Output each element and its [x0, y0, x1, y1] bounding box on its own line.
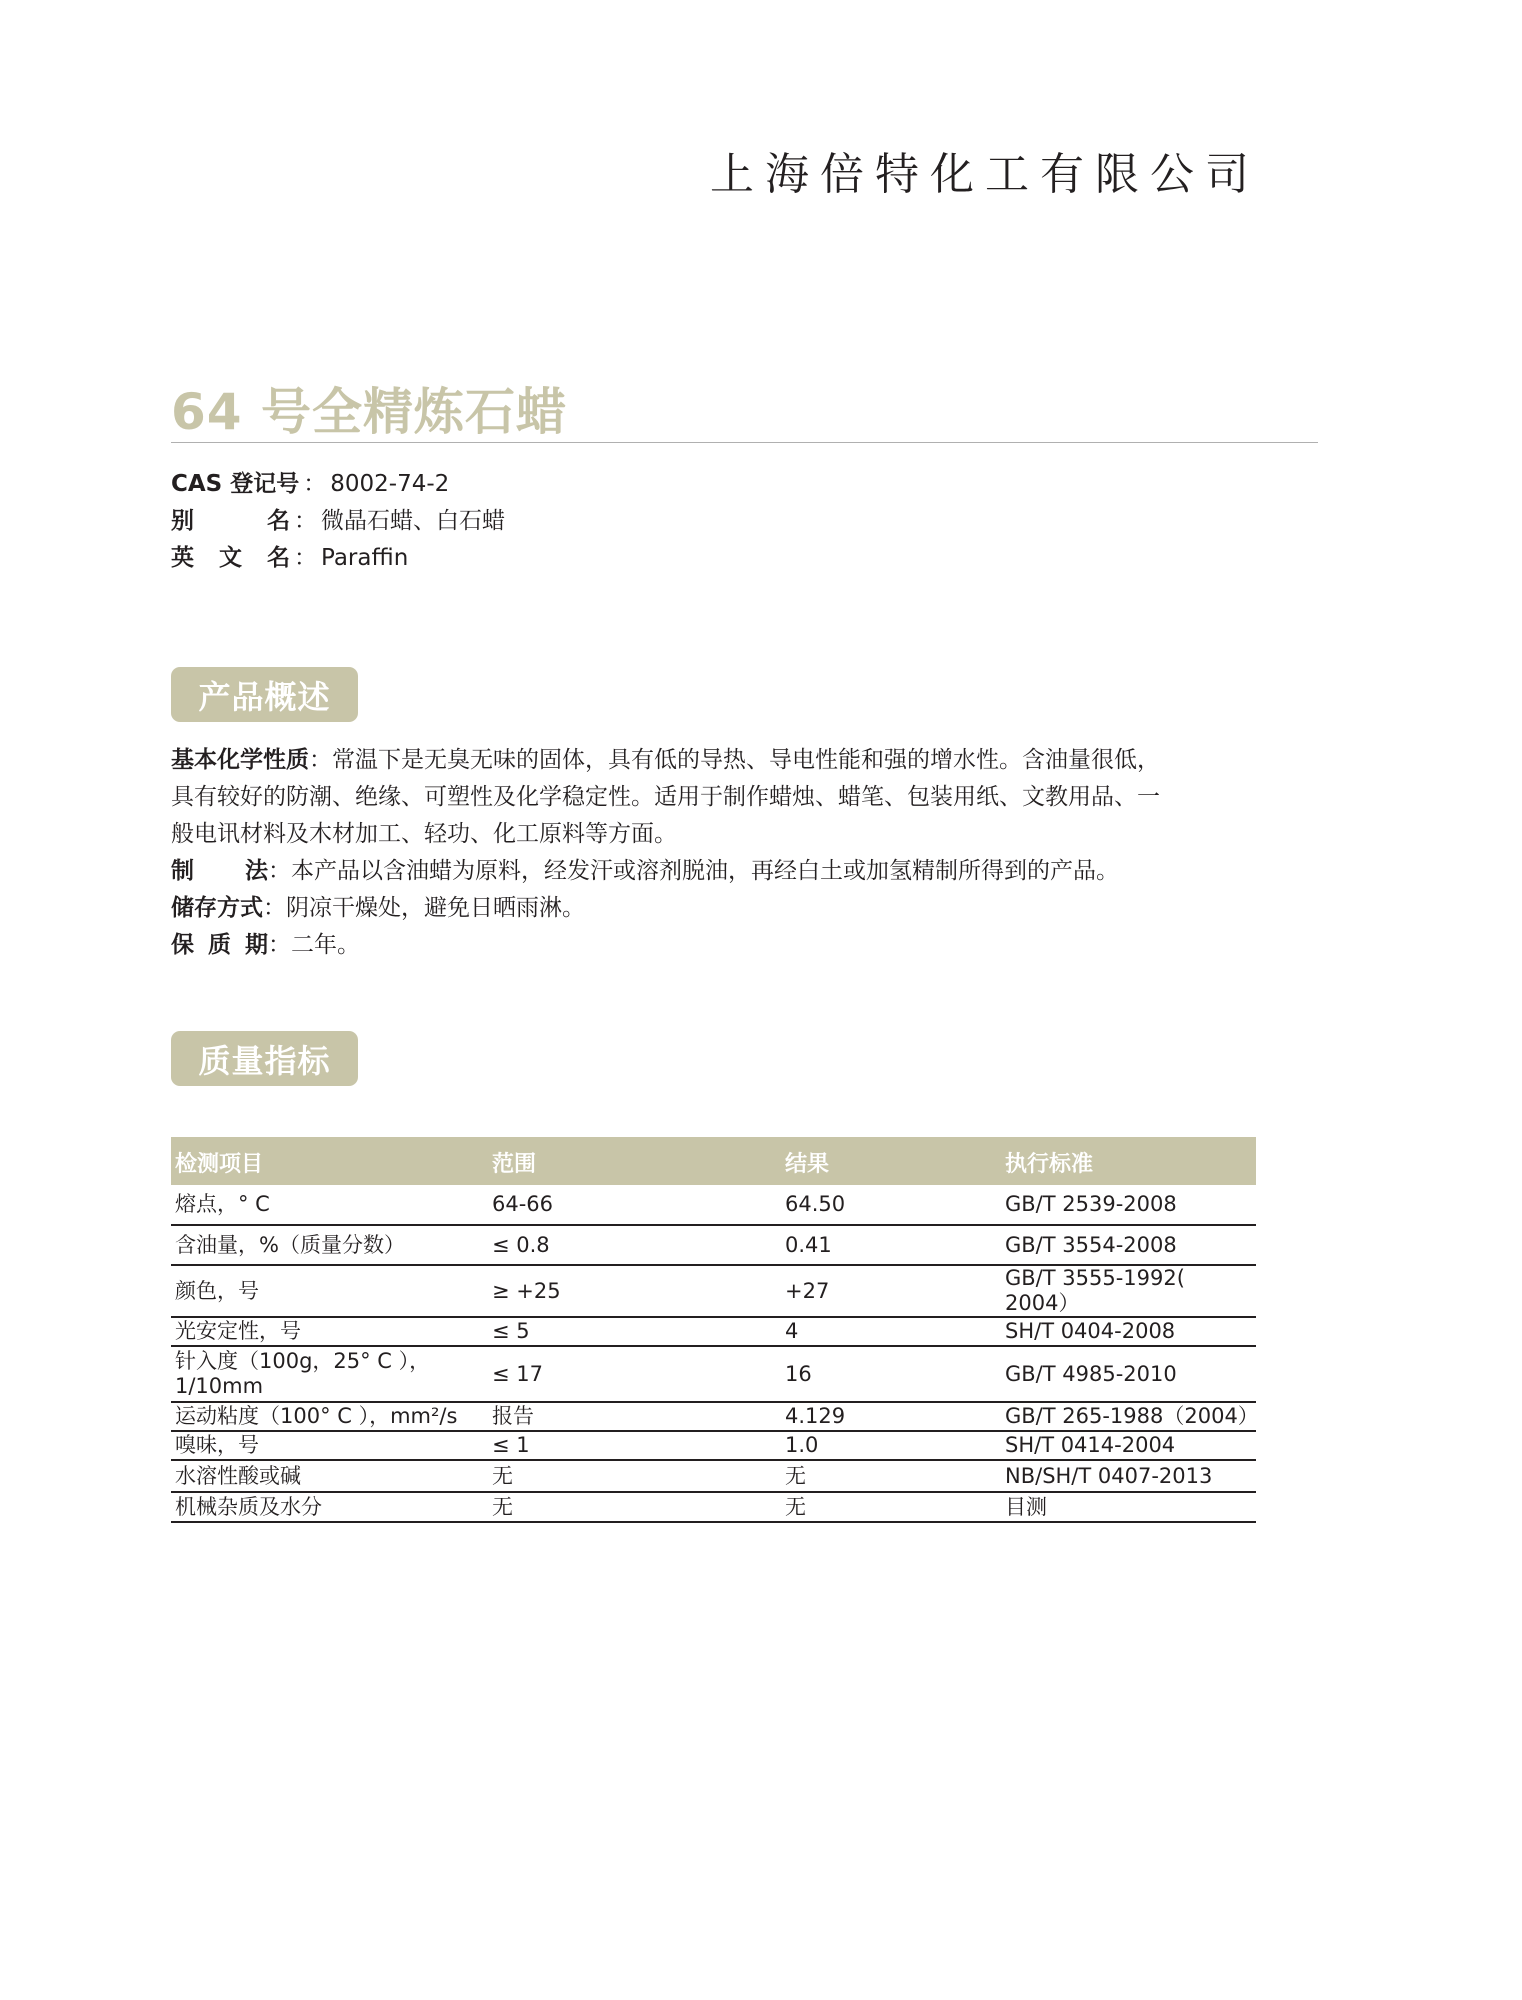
light-stability-range-cell: ≤ 5 [488, 1317, 781, 1346]
melting-point-standard-cell: GB/T 2539-2008 [1001, 1185, 1256, 1225]
color-result-cell: +27 [781, 1265, 1001, 1317]
overview-heading: 产品概述 [171, 667, 358, 722]
alias-label: 别 名 [171, 508, 290, 534]
odor-standard-cell: SH/T 0414-2004 [1001, 1431, 1256, 1460]
color-standard-cell: GB/T 3555-1992( 2004） [1001, 1265, 1256, 1317]
melting-point-result-cell: 64.50 [781, 1185, 1001, 1225]
alias-row: 别 名 ： 微晶石蜡、白石蜡 [171, 503, 505, 540]
storage-line: 储存方式：阴凉干燥处，避免日晒雨淋。 [171, 895, 585, 921]
impurities-water-range-cell: 无 [488, 1492, 781, 1522]
cas-value: 8002-74-2 [330, 471, 450, 497]
quality-table [171, 1137, 1259, 1523]
table-row [171, 1225, 1256, 1265]
penetration-result-cell: 16 [781, 1346, 1001, 1402]
method-value: 本产品以含油蜡为原料，经发汗或溶剂脱油，再经白土或加氢精制所得到的产品。 [291, 858, 1119, 884]
quality-heading: 质量指标 [171, 1031, 358, 1086]
english-name-label: 英 文 名 [171, 545, 290, 571]
storage-label: 储存方式 [171, 895, 263, 921]
table-row [171, 1185, 1256, 1225]
oil-content-standard-cell: GB/T 3554-2008 [1001, 1225, 1256, 1265]
basic-properties-label: 基本化学性质 [171, 747, 309, 773]
alias-value: 微晶石蜡、白石蜡 [321, 508, 505, 534]
water-soluble-acid-base-standard-cell: NB/SH/T 0407-2013 [1001, 1460, 1256, 1492]
viscosity-standard-cell: GB/T 265-1988（2004） [1001, 1402, 1256, 1431]
company-name: 上海倍特化工有限公司 [710, 149, 1260, 200]
melting-point-range-cell: 64-66 [488, 1185, 781, 1225]
odor-range-cell: ≤ 1 [488, 1431, 781, 1460]
table-row [171, 1317, 1256, 1346]
color-range-cell: ≥ +25 [488, 1265, 781, 1317]
table-row [171, 1492, 1256, 1522]
header-standard: 执行标准 [1001, 1137, 1256, 1185]
title-divider [171, 442, 1318, 443]
oil-content-test-item-cell: 含油量，%（质量分数） [171, 1225, 488, 1265]
table-row [171, 1346, 1256, 1402]
header-range: 范围 [488, 1137, 781, 1185]
table-row [171, 1431, 1256, 1460]
light-stability-standard-cell: SH/T 0404-2008 [1001, 1317, 1256, 1346]
water-soluble-acid-base-test-item-cell: 水溶性酸或碱 [171, 1460, 488, 1492]
oil-content-result-cell: 0.41 [781, 1225, 1001, 1265]
melting-point-test-item-cell: 熔点，° C [171, 1185, 488, 1225]
table-row [171, 1460, 1256, 1492]
storage-value: 阴凉干燥处，避免日晒雨淋。 [286, 895, 585, 921]
header-result: 结果 [781, 1137, 1001, 1185]
viscosity-test-item-cell: 运动粘度（100° C ），mm²/s [171, 1402, 488, 1431]
english-name-row: 英 文 名 ： Paraffin [171, 540, 505, 577]
cas-label: CAS 登记号 [171, 471, 300, 497]
penetration-range-cell: ≤ 17 [488, 1346, 781, 1402]
product-identifiers [171, 466, 505, 577]
odor-test-item-cell: 嗅味，号 [171, 1431, 488, 1460]
method-line: 制 法 ：本产品以含油蜡为原料，经发汗或溶剂脱油，再经白土或加氢精制所得到的产品。 [171, 853, 1251, 890]
basic-properties-line-2: 具有较好的防潮、绝缘、可塑性及化学稳定性。适用于制作蜡烛、蜡笔、包装用纸、文教用品、一 [171, 784, 1160, 810]
shelf-life-line: 保 质 期 ：二年。 [171, 927, 1251, 964]
header-test-item: 检测项目 [171, 1137, 488, 1185]
product-title: 64 号全精炼石蜡 [171, 383, 567, 441]
odor-result-cell: 1.0 [781, 1431, 1001, 1460]
impurities-water-standard-cell: 目测 [1001, 1492, 1256, 1522]
table-header-row [171, 1137, 1256, 1185]
shelf-life-value: 二年。 [291, 932, 360, 958]
table-row [171, 1402, 1256, 1431]
table-row [171, 1265, 1256, 1317]
method-label: 制 法 [171, 858, 268, 884]
cas-row: CAS 登记号 ： 8002-74-2 [171, 466, 505, 503]
basic-properties-line-3: 般电讯材料及木材加工、轻功、化工原料等方面。 [171, 821, 677, 847]
impurities-water-test-item-cell: 机械杂质及水分 [171, 1492, 488, 1522]
english-name-value: Paraffin [321, 545, 409, 571]
water-soluble-acid-base-result-cell: 无 [781, 1460, 1001, 1492]
viscosity-range-cell: 报告 [488, 1402, 781, 1431]
overview-body [171, 742, 1251, 964]
shelf-life-label: 保 质 期 [171, 932, 268, 958]
basic-properties-line-1: 基本化学性质：常温下是无臭无味的固体，具有低的导热、导电性能和强的增水性。含油量很低， [171, 747, 1160, 773]
penetration-test-item-cell: 针入度（100g，25° C ），1/10mm [171, 1346, 488, 1402]
light-stability-result-cell: 4 [781, 1317, 1001, 1346]
color-test-item-cell: 颜色，号 [171, 1265, 488, 1317]
water-soluble-acid-base-range-cell: 无 [488, 1460, 781, 1492]
penetration-standard-cell: GB/T 4985-2010 [1001, 1346, 1256, 1402]
light-stability-test-item-cell: 光安定性，号 [171, 1317, 488, 1346]
impurities-water-result-cell: 无 [781, 1492, 1001, 1522]
oil-content-range-cell: ≤ 0.8 [488, 1225, 781, 1265]
viscosity-result-cell: 4.129 [781, 1402, 1001, 1431]
